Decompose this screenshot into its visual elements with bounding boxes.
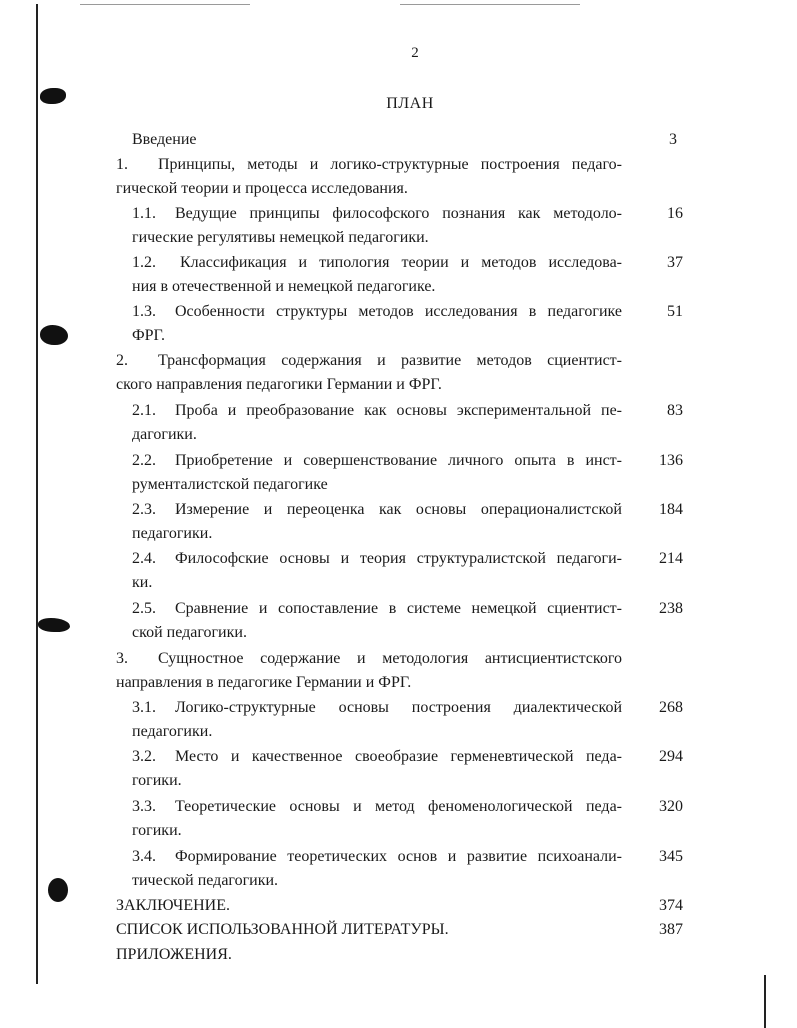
toc-section-number: 2. — [116, 352, 128, 369]
toc-item-page: 136 — [659, 452, 683, 469]
toc-section-title: Сущностное содержание и методология антисциентистского — [158, 650, 622, 667]
scan-left-edge — [36, 4, 38, 984]
toc-item-number: 1.1. — [132, 205, 156, 222]
toc-item-title: Теоретические основы и метод феноменологической педа- — [175, 798, 622, 815]
toc-item-title-cont: ской педагогики. — [132, 624, 247, 641]
toc-item-page: 37 — [667, 254, 683, 271]
toc-section-title-cont: гической теории и процесса исследования. — [116, 180, 408, 197]
toc-item-title: Проба и преобразование как основы экспериментальной пе- — [175, 402, 622, 419]
toc-conclusion-label: ЗАКЛЮЧЕНИЕ. — [116, 897, 230, 914]
toc-section-number: 3. — [116, 650, 128, 667]
binding-hole-mark — [48, 878, 68, 902]
toc-item-page: 320 — [659, 798, 683, 815]
toc-item-title: Философские основы и теория структуралистской педагоги- — [175, 550, 622, 567]
page-title: ПЛАН — [386, 95, 434, 112]
toc-section-title-cont: ского направления педагогики Германии и ФРГ. — [116, 376, 442, 393]
scan-top-edge — [80, 4, 250, 5]
binding-hole-mark — [38, 618, 70, 632]
toc-item-title: Ведущие принципы философского познания как методоло- — [175, 205, 622, 222]
toc-item-title-cont: педагогики. — [132, 723, 213, 740]
toc-item-number: 1.3. — [132, 303, 156, 320]
toc-item-page: 184 — [659, 501, 683, 518]
toc-item-number: 2.1. — [132, 402, 156, 419]
toc-item-title-cont: ния в отечественной и немецкой педагогике. — [132, 278, 436, 295]
toc-item-page: 51 — [667, 303, 683, 320]
scan-top-edge-right — [400, 4, 580, 5]
toc-item-title-cont: дагогики. — [132, 426, 197, 443]
toc-item-title-cont: ки. — [132, 574, 153, 591]
toc-item-title: Классификация и типология теории и методов исследова- — [180, 254, 622, 271]
toc-item-page: 214 — [659, 550, 683, 567]
toc-item-title: Формирование теоретических основ и развитие психоанали- — [175, 848, 622, 865]
toc-item-number: 2.4. — [132, 550, 156, 567]
scan-right-edge — [764, 975, 766, 1028]
toc-item-title: Измерение и переоценка как основы операционалистской — [175, 501, 622, 518]
toc-item-number: 2.5. — [132, 600, 156, 617]
toc-bibliography-page: 387 — [659, 921, 683, 938]
toc-item-title: Логико-структурные основы построения диалектической — [175, 699, 622, 716]
page-number: 2 — [411, 45, 419, 61]
toc-conclusion-page: 374 — [659, 897, 683, 914]
toc-section-title: Принципы, методы и логико-структурные построения педаго- — [158, 156, 622, 173]
toc-item-page: 83 — [667, 402, 683, 419]
toc-section-title-cont: направления в педагогике Германии и ФРГ. — [116, 674, 412, 691]
toc-item-title-cont: гогики. — [132, 772, 182, 789]
toc-item-number: 3.1. — [132, 699, 156, 716]
toc-item-number: 3.3. — [132, 798, 156, 815]
toc-item-page: 294 — [659, 748, 683, 765]
toc-section-title: Трансформация содержания и развитие методов сциентист- — [158, 352, 622, 369]
toc-item-title: Сравнение и сопоставление в системе немецкой сциентист- — [175, 600, 622, 617]
toc-item-page: 238 — [659, 600, 683, 617]
toc-item-title: Особенности структуры методов исследования в педагогике — [175, 303, 622, 320]
toc-item-page: 345 — [659, 848, 683, 865]
binding-hole-mark — [40, 88, 66, 104]
toc-item-title-cont: педагогики. — [132, 525, 213, 542]
toc-item-title-cont: рументалистской педагогике — [132, 476, 328, 493]
toc-item-number: 2.3. — [132, 501, 156, 518]
toc-section-number: 1. — [116, 156, 128, 173]
toc-item-title-cont: тической педагогики. — [132, 872, 279, 889]
toc-item-number: 3.4. — [132, 848, 156, 865]
toc-bibliography-label: СПИСОК ИСПОЛЬЗОВАННОЙ ЛИТЕРАТУРЫ. — [116, 921, 449, 938]
toc-appendix-label: ПРИЛОЖЕНИЯ. — [116, 946, 232, 963]
toc-item-page: 268 — [659, 699, 683, 716]
binding-hole-mark — [40, 325, 68, 345]
toc-intro-page: 3 — [669, 131, 677, 148]
toc-item-title-cont: ФРГ. — [132, 327, 165, 344]
toc-item-title: Место и качественное своеобразие герменевтической педа- — [175, 748, 622, 765]
toc-item-title-cont: гогики. — [132, 822, 182, 839]
toc-item-title-cont: гические регулятивы немецкой педагогики. — [132, 229, 429, 246]
toc-item-page: 16 — [667, 205, 683, 222]
toc-item-number: 3.2. — [132, 748, 156, 765]
toc-item-number: 2.2. — [132, 452, 156, 469]
toc-intro-label: Введение — [132, 131, 197, 148]
toc-item-number: 1.2. — [132, 254, 156, 271]
toc-item-title: Приобретение и совершенствование личного опыта в инст- — [175, 452, 622, 469]
